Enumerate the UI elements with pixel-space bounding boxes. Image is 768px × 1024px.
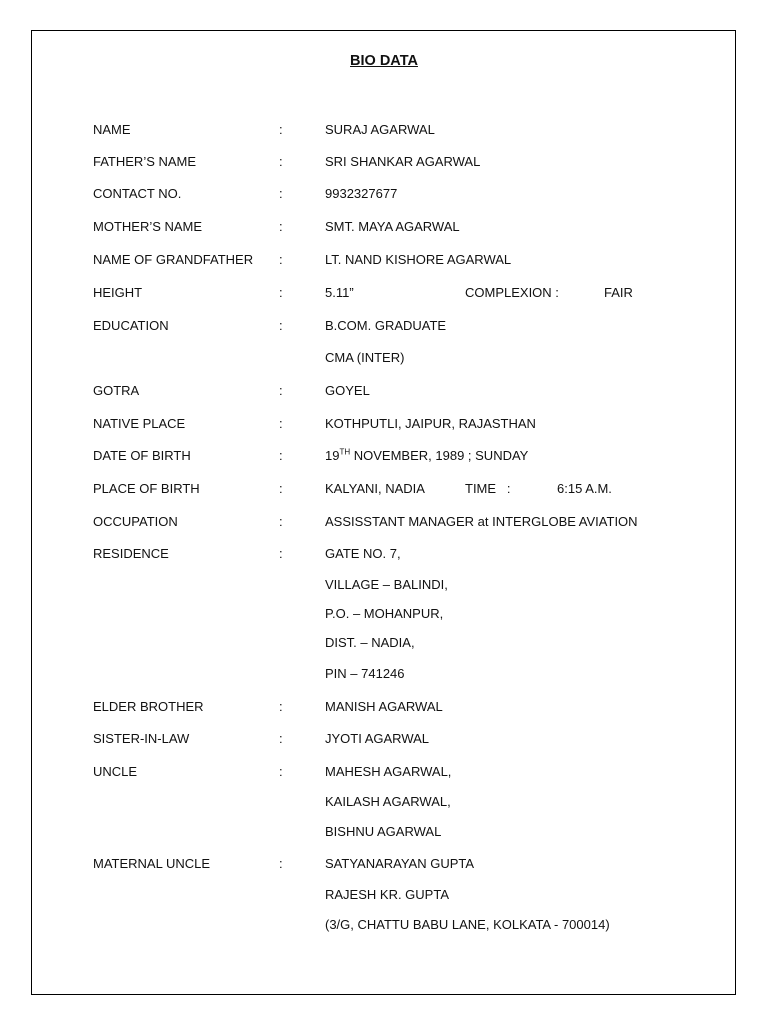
pob-value: KALYANI, NADIA (325, 481, 425, 496)
contact-colon: : (279, 186, 283, 201)
elder-brother-colon: : (279, 699, 283, 714)
pob-label: PLACE OF BIRTH (93, 481, 200, 496)
complexion-label: COMPLEXION : (465, 285, 559, 300)
sister-in-law-value: JYOTI AGARWAL (325, 731, 430, 746)
name-value: SURAJ AGARWAL (325, 122, 435, 137)
uncle-line: BISHNU AGARWAL (325, 824, 442, 839)
residence-line: GATE NO. 7, (325, 546, 401, 561)
pob-colon: : (279, 481, 283, 496)
native-place-label: NATIVE PLACE (93, 416, 186, 431)
dob-label: DATE OF BIRTH (93, 448, 191, 463)
sister-in-law-label: SISTER-IN-LAW (93, 731, 190, 746)
dob-colon: : (279, 448, 283, 463)
residence-line: P.O. – MOHANPUR, (325, 606, 444, 621)
birth-time-label: TIME : (465, 481, 511, 496)
contact-label: CONTACT NO. (93, 186, 182, 201)
contact-value: 9932327677 (325, 186, 398, 201)
height-label: HEIGHT (93, 285, 143, 300)
education-line: CMA (INTER) (325, 350, 405, 365)
document-title: BIO DATA (350, 53, 418, 69)
mother-name-colon: : (279, 219, 283, 234)
birth-time-value: 6:15 A.M. (557, 481, 612, 496)
grandfather-colon: : (279, 252, 283, 267)
residence-line: DIST. – NADIA, (325, 635, 415, 650)
residence-line: VILLAGE – BALINDI, (325, 577, 448, 592)
gotra-label: GOTRA (93, 383, 140, 398)
uncle-colon: : (279, 764, 283, 779)
uncle-label: UNCLE (93, 764, 138, 779)
name-label: NAME (93, 122, 131, 137)
father-name-value: SRI SHANKAR AGARWAL (325, 154, 481, 169)
native-place-value: KOTHPUTLI, JAIPUR, RAJASTHAN (325, 416, 536, 431)
complexion-value: FAIR (604, 285, 633, 300)
education-colon: : (279, 318, 283, 333)
grandfather-label: NAME OF GRANDFATHER (93, 252, 254, 267)
page-border (31, 30, 736, 995)
height-value: 5.11” (325, 285, 354, 300)
education-label: EDUCATION (93, 318, 169, 333)
uncle-line: MAHESH AGARWAL, (325, 764, 452, 779)
uncle-line: KAILASH AGARWAL, (325, 794, 451, 809)
maternal-uncle-line: RAJESH KR. GUPTA (325, 887, 450, 902)
education-line: B.COM. GRADUATE (325, 318, 447, 333)
dob-rest: NOVEMBER, 1989 ; SUNDAY (350, 448, 529, 463)
father-name-colon: : (279, 154, 283, 169)
name-colon: : (279, 122, 283, 137)
residence-label: RESIDENCE (93, 546, 169, 561)
mother-name-label: MOTHER’S NAME (93, 219, 203, 234)
maternal-uncle-colon: : (279, 856, 283, 871)
elder-brother-label: ELDER BROTHER (93, 699, 204, 714)
maternal-uncle-line: SATYANARAYAN GUPTA (325, 856, 475, 871)
gotra-value: GOYEL (325, 383, 370, 398)
grandfather-value: LT. NAND KISHORE AGARWAL (325, 252, 512, 267)
occupation-label: OCCUPATION (93, 514, 178, 529)
elder-brother-value: MANISH AGARWAL (325, 699, 443, 714)
father-name-label: FATHER’S NAME (93, 154, 197, 169)
mother-name-value: SMT. MAYA AGARWAL (325, 219, 460, 234)
maternal-uncle-label: MATERNAL UNCLE (93, 856, 211, 871)
residence-line: PIN – 741246 (325, 666, 405, 681)
dob-day: 19 (325, 448, 340, 463)
native-place-colon: : (279, 416, 283, 431)
dob-value (325, 448, 528, 464)
gotra-colon: : (279, 383, 283, 398)
occupation-colon: : (279, 514, 283, 529)
sister-in-law-colon: : (279, 731, 283, 746)
residence-colon: : (279, 546, 283, 561)
occupation-value: ASSISSTANT MANAGER at INTERGLOBE AVIATION (325, 514, 638, 529)
maternal-uncle-line: (3/G, CHATTU BABU LANE, KOLKATA - 700014) (325, 917, 610, 932)
dob-ordinal-suffix: TH (339, 447, 351, 457)
height-colon: : (279, 285, 283, 300)
